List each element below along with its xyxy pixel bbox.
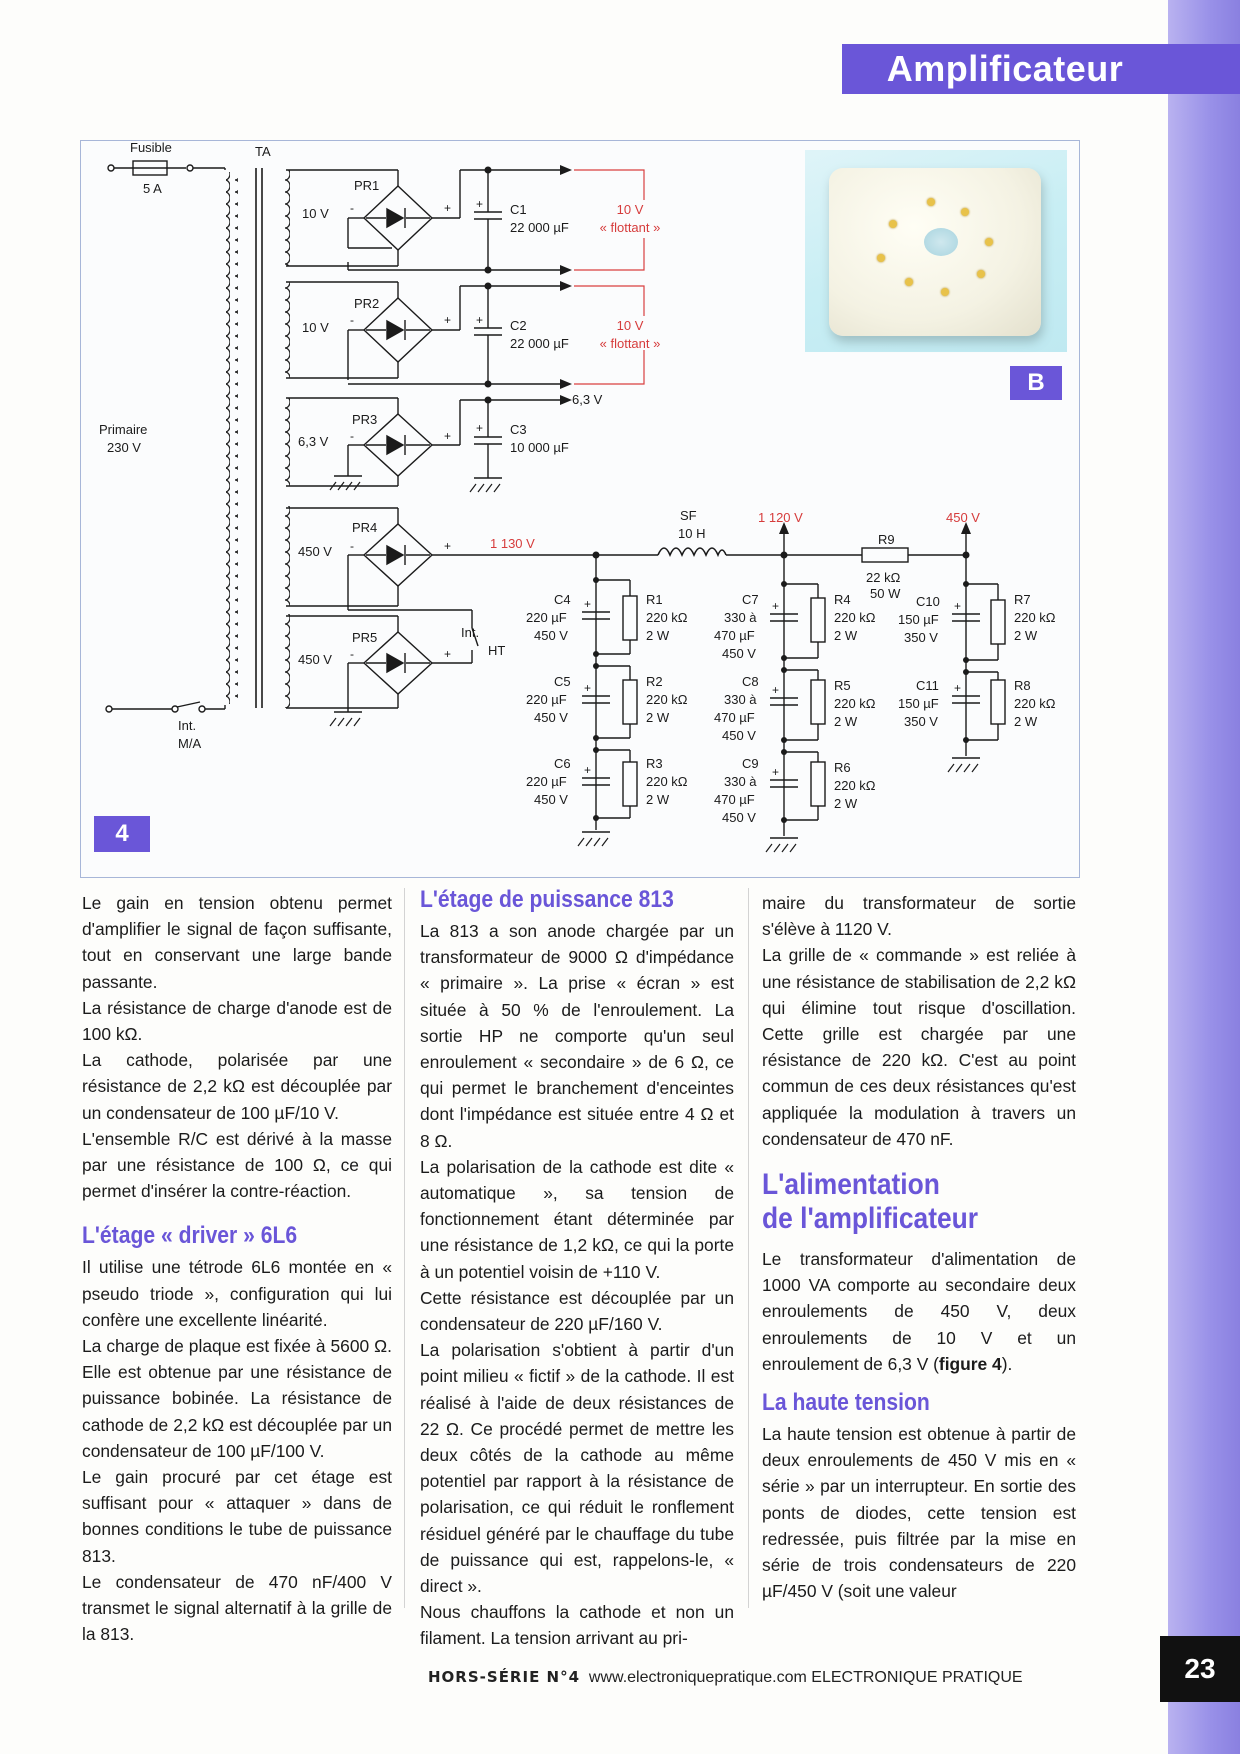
- heading-power-supply: [762, 1168, 1038, 1236]
- heading-power-supply-line2: de l'amplificateur: [762, 1202, 979, 1236]
- pr3-plus: +: [444, 429, 452, 443]
- tube-socket-photo: [805, 150, 1067, 352]
- c10-voltage: 350 V: [904, 630, 938, 645]
- paragraph: La polarisation de la cathode est dite « automatique », sa tension de fonctionnement étant déterminée par une résistance de 1,2 kΩ, ce qui la porte à un potentiel voisin de +110 V.: [420, 1156, 734, 1282]
- winding-1-voltage: 10 V: [302, 206, 329, 221]
- c6-plus: +: [584, 763, 592, 777]
- socket-pin: [927, 198, 935, 206]
- winding-4-voltage: 450 V: [298, 544, 332, 559]
- c5-plus: +: [584, 681, 592, 695]
- floating-output-2-voltage: 10 V: [616, 318, 644, 333]
- sf-label: SF: [680, 508, 697, 523]
- paragraph: Le gain en tension obtenu permet d'amplifier le signal de façon suffisante, tout en conservant une large bande passante.: [82, 893, 392, 992]
- paragraph: Le condensateur de 470 nF/400 V transmet le signal alternatif à la grille de la 813.: [82, 1571, 392, 1645]
- paragraph: Cette résistance est découplée par un condensateur de 220 µF/160 V.: [420, 1287, 734, 1335]
- r8-label: R8: [1014, 678, 1031, 693]
- r9-wattage: 50 W: [870, 586, 901, 601]
- heading-power-supply-line1: L'alimentation: [762, 1168, 940, 1202]
- c7-plus: +: [772, 599, 780, 613]
- r2-label: R2: [646, 674, 663, 689]
- c11-plus: +: [954, 681, 962, 695]
- voltage-1120: 1 120 V: [758, 510, 803, 525]
- r4-wattage: 2 W: [834, 628, 858, 643]
- r7-wattage: 2 W: [1014, 628, 1038, 643]
- c3-plus: +: [476, 421, 484, 435]
- r3-value: 220 kΩ: [646, 774, 688, 789]
- c3-label: C3: [510, 422, 527, 437]
- socket-pin: [977, 270, 985, 278]
- c1-plus: +: [476, 197, 484, 211]
- c7-label: C7: [742, 592, 759, 607]
- c4-voltage: 450 V: [534, 628, 568, 643]
- c11-voltage: 350 V: [904, 714, 938, 729]
- pr5-plus: +: [444, 647, 452, 661]
- pr5-minus: -: [350, 647, 354, 661]
- text-column-2: [420, 886, 734, 1652]
- r7-label: R7: [1014, 592, 1031, 607]
- socket-pin: [961, 208, 969, 216]
- power-supply-schematic: [0, 0, 1080, 880]
- figure-reference: figure 4: [938, 1353, 1002, 1374]
- socket-pin: [889, 220, 897, 228]
- pr1-plus: +: [444, 201, 452, 215]
- heading-power-stage: L'étage de puissance 813: [420, 886, 674, 913]
- primary-label: Primaire: [99, 422, 148, 437]
- paragraph: La polarisation s'obtient à partir d'un point milieu « fictif » de la cathode. Il est réalisé à l'aide de deux résistances de 22 Ω. Ce procédé permet de mettre les deux côtés de la cathode au même potentiel par rapport à la résistance de polarisation, ce qui réduit le ronflement résiduel généré par le chauffage du tube de puissance qui est, rappelons-le, « direct ».: [420, 1340, 734, 1597]
- r7-value: 220 kΩ: [1014, 610, 1056, 625]
- c7-value-a: 330 à: [724, 610, 757, 625]
- socket-pin: [877, 254, 885, 262]
- pr1-label: PR1: [354, 178, 380, 193]
- pr4-plus: +: [444, 539, 452, 553]
- r5-label: R5: [834, 678, 851, 693]
- pr2-plus: +: [444, 313, 452, 327]
- section-tab-extension: [1168, 44, 1240, 94]
- paragraph: Le gain procuré par cet étage est suffisant pour « attaquer » dans de bonnes conditions le tube de puissance 813.: [82, 1467, 392, 1566]
- socket-pin: [905, 278, 913, 286]
- c2-label: C2: [510, 318, 527, 333]
- c9-label: C9: [742, 756, 759, 771]
- paragraph-text: Le transformateur d'alimentation de 1000 VA comporte au secondaire deux enroulements de 450 V, deux enroulements de 10 V et un enroulement de 6,3 V (: [762, 1249, 1076, 1374]
- c8-plus: +: [772, 683, 780, 697]
- primary-voltage: 230 V: [107, 440, 141, 455]
- r2-value: 220 kΩ: [646, 692, 688, 707]
- c7-value-b: 470 µF: [714, 628, 755, 643]
- c8-value-b: 470 µF: [714, 710, 755, 725]
- pr3-minus: -: [350, 429, 354, 443]
- r5-value: 220 kΩ: [834, 696, 876, 711]
- r3-label: R3: [646, 756, 663, 771]
- r6-wattage: 2 W: [834, 796, 858, 811]
- c9-value-a: 330 à: [724, 774, 757, 789]
- c8-label: C8: [742, 674, 759, 689]
- paragraph: Il utilise une tétrode 6L6 montée en « pseudo triode », configuration qui lui confère une excellente linéarité.: [82, 1257, 392, 1330]
- c9-plus: +: [772, 765, 780, 779]
- r6-value: 220 kΩ: [834, 778, 876, 793]
- floating-output-2-note: « flottant »: [599, 336, 661, 351]
- c10-label: C10: [916, 594, 940, 609]
- c10-plus: +: [954, 599, 962, 613]
- paragraph-text: ).: [1001, 1353, 1013, 1374]
- paragraph: La cathode, polarisée par une résistance de 2,2 kΩ est découplée par un condensateur de 100 µF/10 V.: [82, 1050, 392, 1123]
- r8-wattage: 2 W: [1014, 714, 1038, 729]
- c9-value-c: 450 V: [722, 810, 756, 825]
- photo-badge-b: B: [1010, 366, 1062, 400]
- ht-switch-label: Int.: [461, 625, 480, 640]
- paragraph: La charge de plaque est fixée à 5600 Ω. Elle est obtenue par une résistance de puissance bobinée. La résistance de cathode de 2,2 kΩ est découplée par un condensateur de 100 µF/100 V.: [82, 1336, 392, 1461]
- sf-value: 10 H: [678, 526, 706, 541]
- heading-high-voltage: La haute tension: [762, 1389, 930, 1417]
- r4-value: 220 kΩ: [834, 610, 876, 625]
- paragraph: Nous chauffons la cathode et non un filament. La tension arrivant au pri-: [420, 1602, 734, 1649]
- c7-value-c: 450 V: [722, 646, 756, 661]
- page-number: 23: [1160, 1636, 1240, 1702]
- text-column-1: [82, 890, 392, 1647]
- socket-pin: [985, 238, 993, 246]
- column-divider: [404, 888, 405, 1608]
- pr1-minus: -: [350, 201, 354, 215]
- paragraph: La haute tension est obtenue à partir de deux enroulements de 450 V mis en « série » par un interrupteur. En sortie des ponts de diodes, cette tension est redressée, puis filtrée par la mise en série de trois condensateurs de 220 µF/450 V (soit une valeur: [762, 1424, 1076, 1602]
- c4-value: 220 µF: [526, 610, 567, 625]
- winding-5-voltage: 450 V: [298, 652, 332, 667]
- socket-center-hole: [924, 228, 958, 256]
- floating-output-1-note: « flottant »: [599, 220, 661, 235]
- c1-value: 22 000 µF: [510, 220, 569, 235]
- footer-url: www.electroniquepratique.com: [588, 1669, 807, 1686]
- magazine-name: ELECTRONIQUE PRATIQUE: [811, 1669, 1023, 1686]
- winding-2-voltage: 10 V: [302, 320, 329, 335]
- floating-output-1-voltage: 10 V: [616, 202, 644, 217]
- c5-voltage: 450 V: [534, 710, 568, 725]
- r5-wattage: 2 W: [834, 714, 858, 729]
- socket-pin: [941, 288, 949, 296]
- c1-label: C1: [510, 202, 527, 217]
- paragraph: La 813 a son anode chargée par un transformateur de 9000 Ω d'impédance « primaire ». La prise « écran » est située à 50 % de l'enroulement. La sortie HP ne comporte qu'un seul enroulement « secondaire » de 6 Ω, ce qui permet le branchement d'enceintes dont l'impédance est située entre 4 Ω et 8 Ω.: [420, 921, 734, 1151]
- r9-label: R9: [878, 532, 895, 547]
- c5-label: C5: [554, 674, 571, 689]
- paragraph: [762, 1246, 1076, 1377]
- main-switch-sub: M/A: [178, 736, 202, 751]
- c8-value-c: 450 V: [722, 728, 756, 743]
- c9-value-b: 470 µF: [714, 792, 755, 807]
- r6-label: R6: [834, 760, 851, 775]
- voltage-450-out: 450 V: [946, 510, 980, 525]
- winding-3-voltage: 6,3 V: [298, 434, 329, 449]
- r9-value: 22 kΩ: [866, 570, 901, 585]
- pr4-minus: -: [350, 539, 354, 553]
- tube-socket-image: [829, 168, 1041, 336]
- c3-value: 10 000 µF: [510, 440, 569, 455]
- main-switch-label: Int.: [178, 718, 197, 733]
- c8-value-a: 330 à: [724, 692, 757, 707]
- series-label: HORS-SÉRIE N°4: [428, 1668, 581, 1686]
- r3-wattage: 2 W: [646, 792, 670, 807]
- page-footer: [428, 1668, 1023, 1687]
- pr2-label: PR2: [354, 296, 380, 311]
- c4-label: C4: [554, 592, 571, 607]
- c10-value: 150 µF: [898, 612, 939, 627]
- ht-switch-sub: HT: [488, 643, 506, 658]
- section-title: Amplificateur: [842, 44, 1168, 94]
- pr2-minus: -: [350, 313, 354, 327]
- c6-voltage: 450 V: [534, 792, 568, 807]
- voltage-1130: 1 130 V: [490, 536, 535, 551]
- c2-plus: +: [476, 313, 484, 327]
- c6-label: C6: [554, 756, 571, 771]
- c11-value: 150 µF: [898, 696, 939, 711]
- r1-value: 220 kΩ: [646, 610, 688, 625]
- paragraph: La résistance de charge d'anode est de 100 kΩ.: [82, 997, 392, 1045]
- pr3-label: PR3: [352, 412, 378, 427]
- heading-driver-stage: L'étage « driver » 6L6: [82, 1222, 298, 1250]
- r4-label: R4: [834, 592, 851, 607]
- r1-wattage: 2 W: [646, 628, 670, 643]
- r1-label: R1: [646, 592, 663, 607]
- text-column-3: [762, 890, 1076, 1604]
- figure-number-badge: 4: [94, 816, 150, 852]
- c2-value: 22 000 µF: [510, 336, 569, 351]
- transformer-label: TA: [255, 144, 271, 159]
- paragraph: L'ensemble R/C est dérivé à la masse par une résistance de 100 Ω, ce qui permet d'insérer la contre-réaction.: [82, 1128, 392, 1202]
- c5-value: 220 µF: [526, 692, 567, 707]
- r8-value: 220 kΩ: [1014, 696, 1056, 711]
- pr5-label: PR5: [352, 630, 378, 645]
- pr4-label: PR4: [352, 520, 378, 535]
- paragraph: maire du transformateur de sortie s'élève à 1120 V.: [762, 893, 1076, 940]
- paragraph: La grille de « commande » est reliée à une résistance de stabilisation de 2,2 kΩ qui élimine tout risque d'oscillation. Cette grille est chargée par une résistance de 220 kΩ. C'est au point commun de ces deux résistances qu'est appliquée la modulation à travers un condensateur de 470 nF.: [762, 945, 1076, 1149]
- fuse-label: Fusible: [130, 140, 172, 155]
- r2-wattage: 2 W: [646, 710, 670, 725]
- right-sidebar-band: [1168, 0, 1240, 1754]
- c11-label: C11: [916, 678, 939, 693]
- fuse-rating: 5 A: [143, 181, 162, 196]
- c4-plus: +: [584, 597, 592, 611]
- c6-value: 220 µF: [526, 774, 567, 789]
- output-6v3-label: 6,3 V: [572, 392, 603, 407]
- column-divider: [748, 888, 749, 1608]
